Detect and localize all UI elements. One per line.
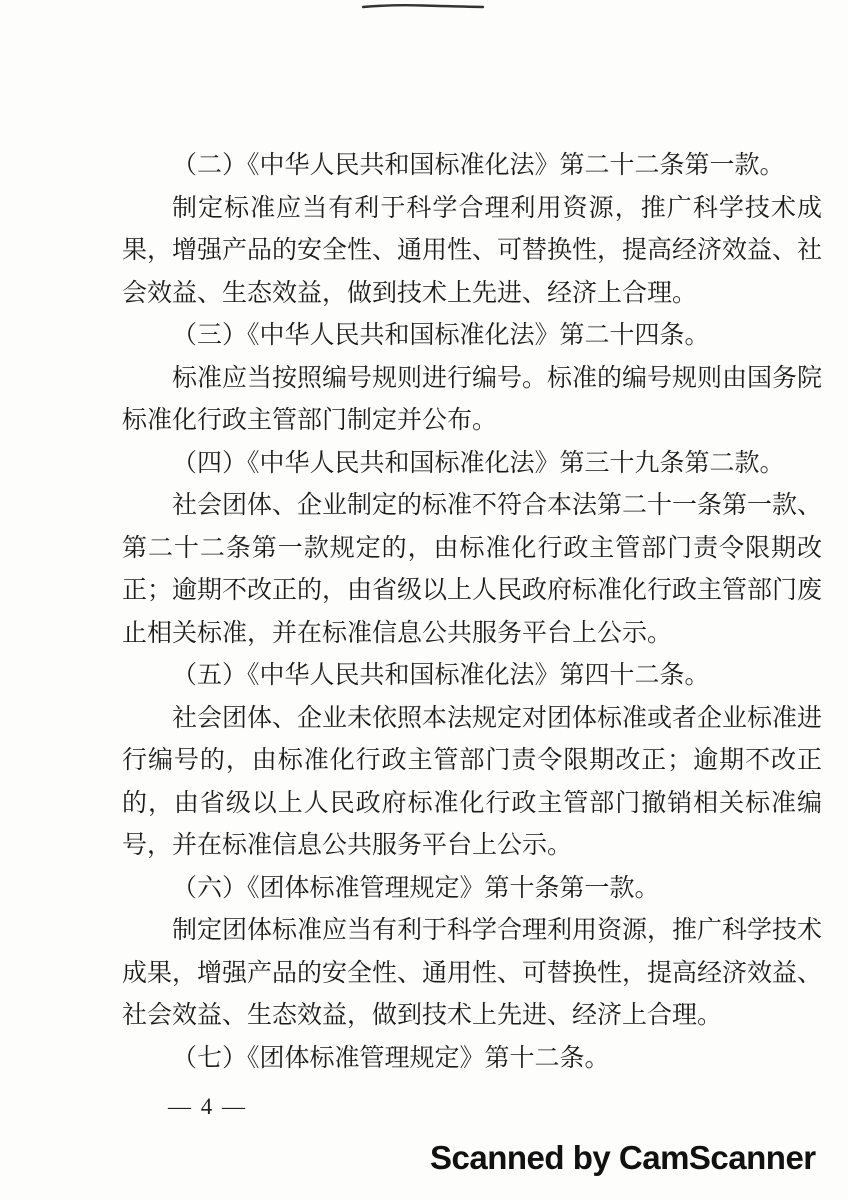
paragraph-heading: （六）《团体标准管理规定》第十条第一款。 (172, 874, 660, 902)
paragraph-body: 标准应当按照编号规则进行编号。标准的编号规则由国务院标准化行政主管部门制定并公布。 (122, 364, 823, 434)
paragraph-heading: （四）《中华人民共和国标准化法》第三十九条第二款。 (172, 449, 785, 477)
paragraph-heading: （五）《中华人民共和国标准化法》第四十二条。 (172, 662, 710, 689)
page-number: — 4 — (168, 1094, 247, 1119)
paragraph-heading: （三）《中华人民共和国标准化法》第二十四条。 (172, 322, 710, 349)
paragraph-body: 制定标准应当有利于科学合理利用资源，推广科学技术成果，增强产品的安全性、通用性、可替换性，提高经济效益、社会效益、生态效益，做到技术上先进、经济上合理。 (122, 194, 823, 307)
paragraph-body: 制定团体标准应当有利于科学合理利用资源，推广科学技术成果，增强产品的安全性、通用性、可替换性，提高经济效益、社会效益、生态效益，做到技术上先进、经济上合理。 (122, 917, 823, 1029)
paragraph-heading: （二）《中华人民共和国标准化法》第二十二条第一款。 (172, 152, 785, 179)
paragraph-body: 社会团体、企业未依照本法规定对团体标准或者企业标准进行编号的，由标准化行政主管部门责令限期改正；逾期不改正的，由省级以上人民政府标准化行政主管部门撤销相关标准编号，并在标准信息公共服务平台上公示。 (122, 704, 823, 859)
document-text-block (122, 145, 822, 1080)
scan-streak-artifact (362, 3, 484, 11)
paragraph-body: 社会团体、企业制定的标准不符合本法第二十一条第一款、第二十二条第一款规定的，由标准化行政主管部门责令限期改正；逾期不改正的，由省级以上人民政府标准化行政主管部门废止相关标准，并在标准信息公共服务平台上公示。 (122, 492, 823, 647)
paragraph-heading: （七）《团体标准管理规定》第十二条。 (172, 1044, 610, 1072)
camscanner-watermark: Scanned by CamScanner (430, 1139, 816, 1176)
